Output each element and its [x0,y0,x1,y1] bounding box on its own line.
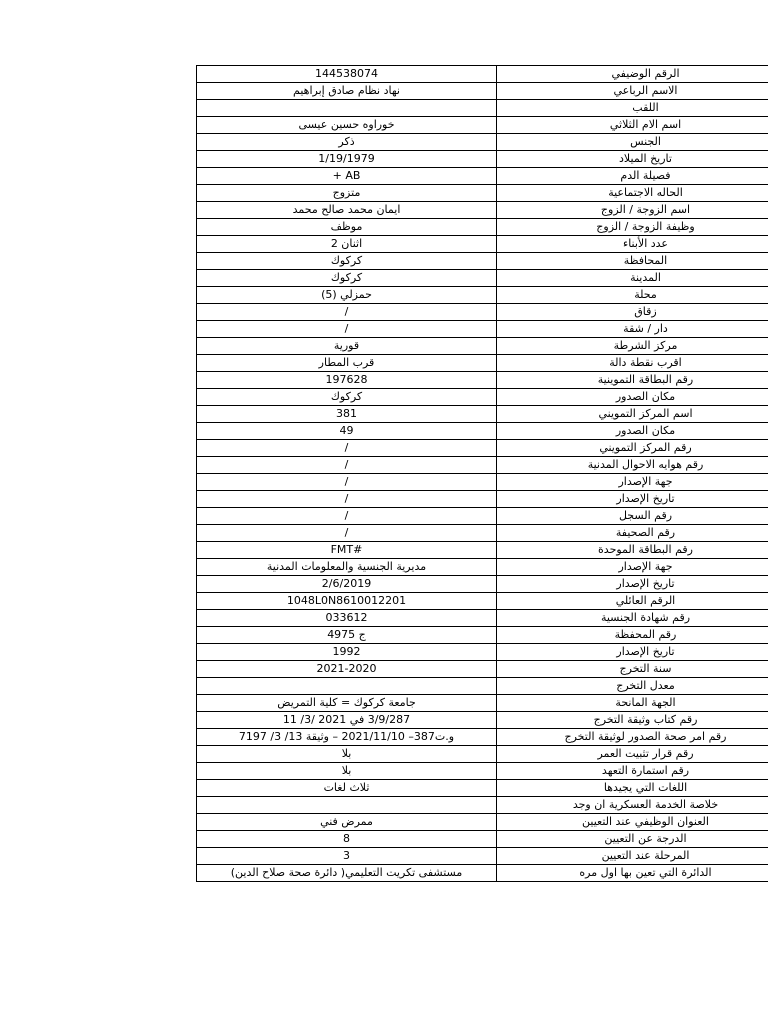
field-label: فصيلة الدم [497,168,768,185]
field-label: اللغات التي يجيدها [497,780,768,797]
field-label: جهة الإصدار [497,559,768,576]
field-value: مستشفى تكريت التعليمي( دائرة صحة صلاح الدين) [197,865,497,882]
field-label: اقرب نقطة دالة [497,355,768,372]
field-label: تاريخ الميلاد [497,151,768,168]
field-label: محلة [497,287,768,304]
table-row [197,202,768,219]
field-value: كركوك [197,389,497,406]
field-value: نهاد نظام صادق إبراهيم [197,83,497,100]
table-row [197,236,768,253]
field-value: جامعة كركوك = كلية التمريض [197,695,497,712]
field-value: ذكر [197,134,497,151]
field-label: الدرجة عن التعيين [497,831,768,848]
field-value: قورية [197,338,497,355]
field-label: مكان الصدور [497,423,768,440]
field-label: تاريخ الإصدار [497,644,768,661]
field-label: رقم السجل [497,508,768,525]
field-value: كركوك [197,270,497,287]
table-row [197,780,768,797]
field-value: AB + [197,168,497,185]
table-row [197,729,768,746]
field-value: 49 [197,423,497,440]
field-label: مركز الشرطة [497,338,768,355]
table-row [197,270,768,287]
employee-info-table [196,65,768,882]
table-row [197,253,768,270]
field-value: قرب المطار [197,355,497,372]
field-label: دار / شقة [497,321,768,338]
field-label: زقاق [497,304,768,321]
field-value: / [197,491,497,508]
field-label: سنة التخرج [497,661,768,678]
table-row [197,695,768,712]
table-row [197,117,768,134]
field-label: الدائرة التي تعين بها اول مره [497,865,768,882]
field-label: رقم استمارة التعهد [497,763,768,780]
field-label: الرقم العائلي [497,593,768,610]
field-value: 033612 [197,610,497,627]
table-row [197,644,768,661]
table-row [197,848,768,865]
field-value: بلا [197,746,497,763]
table-row [197,542,768,559]
field-label: المرحلة عند التعيين [497,848,768,865]
table-row [197,746,768,763]
table-row [197,797,768,814]
table-row [197,491,768,508]
field-label: الجهة المانحة [497,695,768,712]
table-row [197,372,768,389]
table-row [197,610,768,627]
field-label: رقم الصحيفة [497,525,768,542]
field-value: حمزلي (5) [197,287,497,304]
field-label: رقم المحفظة [497,627,768,644]
field-value: 2021-2020 [197,661,497,678]
table-row [197,627,768,644]
field-label: المحافظة [497,253,768,270]
table-row [197,440,768,457]
field-label: رقم شهادة الجنسية [497,610,768,627]
table-row [197,474,768,491]
table-row [197,525,768,542]
table-row [197,593,768,610]
field-value: 8 [197,831,497,848]
field-label: الرقم الوضيفي [497,66,768,83]
field-value: 381 [197,406,497,423]
table-row [197,508,768,525]
field-label: وظيفة الزوجة / الزوج [497,219,768,236]
table-row [197,814,768,831]
table-row [197,423,768,440]
employee-info-sheet [196,65,768,882]
field-value: / [197,525,497,542]
field-label: رقم المركز التمويني [497,440,768,457]
field-value: و.ت387– 2021/11/10 – وثيقة 13/ 3/ 7197 [197,729,497,746]
field-label: مكان الصدور [497,389,768,406]
table-row [197,355,768,372]
field-label: المدينة [497,270,768,287]
field-value: ايمان محمد صالح محمد [197,202,497,219]
field-value: ممرض فني [197,814,497,831]
table-row [197,338,768,355]
field-label: العنوان الوظيفي عند التعيين [497,814,768,831]
field-value: / [197,508,497,525]
field-label: معدل التخرج [497,678,768,695]
table-row [197,576,768,593]
field-value: موظف [197,219,497,236]
field-value: 1992 [197,644,497,661]
field-label: رقم هوايه الاحوال المدنية [497,457,768,474]
table-row [197,304,768,321]
field-label: رقم البطاقة الموحدة [497,542,768,559]
field-value: 197628 [197,372,497,389]
field-label: الجنس [497,134,768,151]
table-row [197,168,768,185]
field-value: 2/6/2019 [197,576,497,593]
field-label: الحاله الاجتماعية [497,185,768,202]
field-value [197,678,497,695]
field-value: / [197,321,497,338]
table-row [197,321,768,338]
field-label: رقم كتاب وثيقة التخرج [497,712,768,729]
field-value [197,100,497,117]
field-value: 3/9/287 في 2021 /3/ 11 [197,712,497,729]
field-label: اسم الزوجة / الزوج [497,202,768,219]
field-value: / [197,457,497,474]
field-value: 1/19/1979 [197,151,497,168]
table-row [197,712,768,729]
field-value: 1048L0N8610012201 [197,593,497,610]
table-row [197,865,768,882]
table-row [197,219,768,236]
field-value: اثنان 2 [197,236,497,253]
table-row [197,287,768,304]
field-label: اسم الام الثلاثي [497,117,768,134]
table-row [197,134,768,151]
field-value: / [197,474,497,491]
field-value: #FMT [197,542,497,559]
table-row [197,831,768,848]
table-row [197,457,768,474]
field-value: 144538074 [197,66,497,83]
field-label: اسم المركز التمويني [497,406,768,423]
field-label: تاريخ الإصدار [497,576,768,593]
table-row [197,559,768,576]
field-value: بلا [197,763,497,780]
field-label: خلاصة الخدمة العسكرية ان وجد [497,797,768,814]
field-label: رقم امر صحة الصدور لوثيقة التخرج [497,729,768,746]
field-label: عدد الأبناء [497,236,768,253]
table-row [197,661,768,678]
table-row [197,185,768,202]
field-value: 3 [197,848,497,865]
field-value: خوراوه حسين عيسى [197,117,497,134]
table-body [197,66,768,882]
table-row [197,406,768,423]
field-value: / [197,304,497,321]
field-value [197,797,497,814]
table-row [197,83,768,100]
table-row [197,763,768,780]
field-value: متزوج [197,185,497,202]
table-row [197,100,768,117]
field-label: اللقب [497,100,768,117]
table-row [197,66,768,83]
field-value: ثلاث لغات [197,780,497,797]
field-label: تاريخ الإصدار [497,491,768,508]
table-row [197,389,768,406]
field-value: مديرية الجنسية والمعلومات المدنية [197,559,497,576]
field-label: رقم قرار تثبيت العمر [497,746,768,763]
table-row [197,678,768,695]
field-value: كركوك [197,253,497,270]
field-label: جهة الإصدار [497,474,768,491]
field-value: / [197,440,497,457]
table-row [197,151,768,168]
field-label: الاسم الرباعي [497,83,768,100]
field-label: رقم البطاقة التموينية [497,372,768,389]
field-value: ج 4975 [197,627,497,644]
